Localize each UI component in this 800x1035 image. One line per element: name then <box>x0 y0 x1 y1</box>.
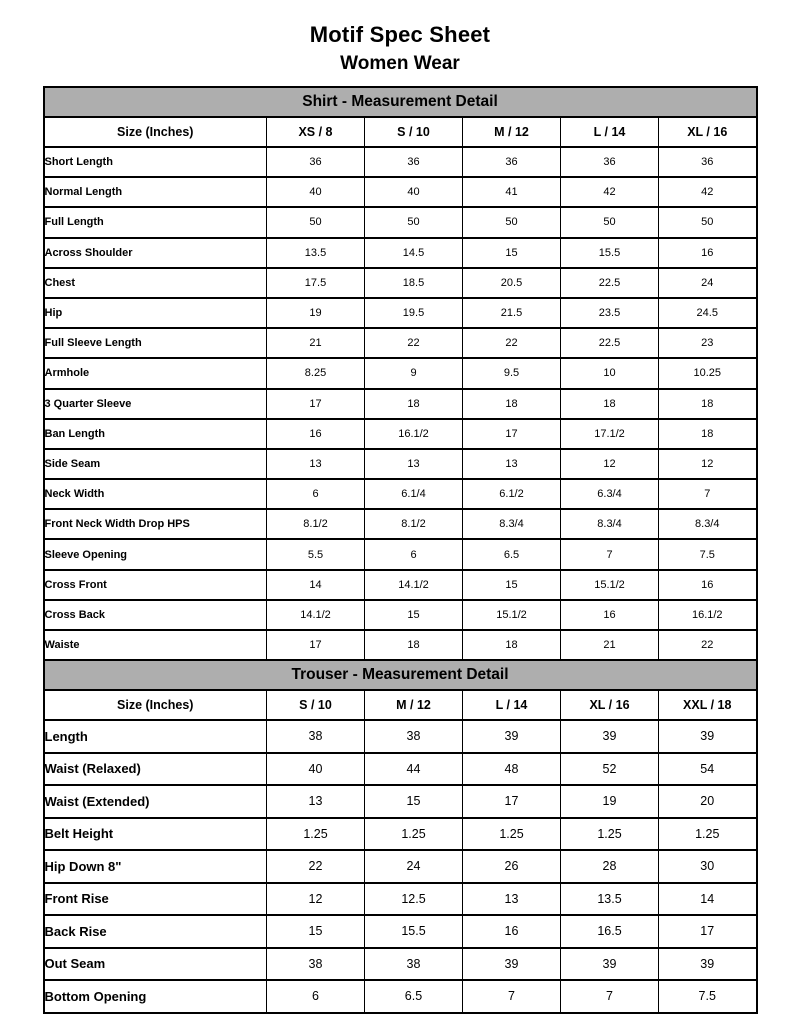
measurement-value: 24.5 <box>659 298 757 328</box>
measurement-value: 14 <box>267 570 365 600</box>
measurement-value: 16 <box>659 570 757 600</box>
measurement-value: 52 <box>561 753 659 786</box>
measurement-value: 39 <box>463 948 561 981</box>
size-label-header: Size (Inches) <box>44 690 267 720</box>
trouser-section-header-row <box>44 660 757 690</box>
measurement-value: 50 <box>267 207 365 237</box>
measurement-value: 12 <box>561 449 659 479</box>
measurement-value: 16 <box>267 419 365 449</box>
measurement-value: 18.5 <box>365 268 463 298</box>
size-column-header: XS / 8 <box>267 117 365 147</box>
row-label: Short Length <box>44 147 267 177</box>
row-label: Normal Length <box>44 177 267 207</box>
measurement-value: 22.5 <box>561 328 659 358</box>
measurement-value: 42 <box>561 177 659 207</box>
measurement-value: 1.25 <box>561 818 659 851</box>
size-column-header: L / 14 <box>463 690 561 720</box>
measurement-value: 17 <box>463 419 561 449</box>
row-label: Length <box>44 720 267 753</box>
measurement-value: 44 <box>365 753 463 786</box>
measurement-value: 17 <box>267 389 365 419</box>
shirt-measurement-row <box>44 389 757 419</box>
measurement-value: 15 <box>463 570 561 600</box>
measurement-value: 40 <box>365 177 463 207</box>
shirt-column-header-row <box>44 117 757 147</box>
measurement-value: 48 <box>463 753 561 786</box>
row-label: Chest <box>44 268 267 298</box>
row-label: 3 Quarter Sleeve <box>44 389 267 419</box>
row-label: Ban Length <box>44 419 267 449</box>
measurement-value: 20.5 <box>463 268 561 298</box>
measurement-value: 36 <box>267 147 365 177</box>
page-title: Motif Spec Sheet <box>309 22 491 47</box>
size-column-header: S / 10 <box>267 690 365 720</box>
measurement-value: 38 <box>365 720 463 753</box>
measurement-value: 18 <box>463 389 561 419</box>
measurement-value: 39 <box>561 948 659 981</box>
measurement-value: 8.25 <box>267 358 365 388</box>
measurement-value: 7 <box>561 980 659 1013</box>
measurement-spec-table <box>43 86 758 1014</box>
shirt-measurement-row <box>44 539 757 569</box>
size-column-header: M / 12 <box>463 117 561 147</box>
shirt-measurement-row <box>44 207 757 237</box>
measurement-value: 18 <box>463 630 561 660</box>
measurement-value: 28 <box>561 850 659 883</box>
shirt-measurement-row <box>44 238 757 268</box>
measurement-value: 39 <box>659 948 757 981</box>
row-label: Back Rise <box>44 915 267 948</box>
measurement-value: 18 <box>365 389 463 419</box>
measurement-value: 14.1/2 <box>365 570 463 600</box>
shirt-measurement-row <box>44 449 757 479</box>
measurement-value: 13.5 <box>267 238 365 268</box>
measurement-value: 18 <box>659 389 757 419</box>
measurement-value: 39 <box>463 720 561 753</box>
measurement-value: 39 <box>659 720 757 753</box>
measurement-value: 13 <box>267 785 365 818</box>
measurement-value: 7 <box>463 980 561 1013</box>
measurement-value: 6 <box>365 539 463 569</box>
measurement-value: 6.1/4 <box>365 479 463 509</box>
measurement-value: 15 <box>365 600 463 630</box>
row-label: Hip Down 8" <box>44 850 267 883</box>
measurement-value: 16 <box>463 915 561 948</box>
row-label: Across Shoulder <box>44 238 267 268</box>
row-label: Neck Width <box>44 479 267 509</box>
measurement-value: 17 <box>463 785 561 818</box>
measurement-value: 15.5 <box>365 915 463 948</box>
measurement-value: 17 <box>267 630 365 660</box>
measurement-value: 6.1/2 <box>463 479 561 509</box>
measurement-value: 20 <box>659 785 757 818</box>
trouser-measurement-row <box>44 785 757 818</box>
trouser-measurement-row <box>44 818 757 851</box>
trouser-measurement-row <box>44 720 757 753</box>
trouser-measurement-row <box>44 883 757 916</box>
measurement-value: 7.5 <box>659 980 757 1013</box>
measurement-value: 22.5 <box>561 268 659 298</box>
measurement-value: 50 <box>561 207 659 237</box>
measurement-value: 15.5 <box>561 238 659 268</box>
measurement-value: 21 <box>267 328 365 358</box>
shirt-measurement-row <box>44 600 757 630</box>
trouser-column-header-row <box>44 690 757 720</box>
measurement-value: 50 <box>659 207 757 237</box>
shirt-measurement-row <box>44 509 757 539</box>
row-label: Bottom Opening <box>44 980 267 1013</box>
measurement-value: 50 <box>463 207 561 237</box>
measurement-value: 22 <box>659 630 757 660</box>
measurement-value: 22 <box>365 328 463 358</box>
shirt-measurement-row <box>44 630 757 660</box>
shirt-measurement-row <box>44 479 757 509</box>
measurement-value: 16 <box>561 600 659 630</box>
row-label: Waist (Extended) <box>44 785 267 818</box>
measurement-value: 15 <box>463 238 561 268</box>
row-label: Waist (Relaxed) <box>44 753 267 786</box>
page-subtitle: Women Wear <box>340 53 460 74</box>
measurement-value: 54 <box>659 753 757 786</box>
size-column-header: XXL / 18 <box>659 690 757 720</box>
measurement-value: 17 <box>659 915 757 948</box>
measurement-value: 12 <box>267 883 365 916</box>
measurement-value: 42 <box>659 177 757 207</box>
measurement-value: 6.5 <box>463 539 561 569</box>
size-column-header: XL / 16 <box>659 117 757 147</box>
measurement-value: 18 <box>365 630 463 660</box>
measurement-value: 50 <box>365 207 463 237</box>
measurement-value: 13 <box>267 449 365 479</box>
measurement-value: 36 <box>365 147 463 177</box>
section-title: Shirt - Measurement Detail <box>44 87 757 117</box>
measurement-value: 21 <box>561 630 659 660</box>
measurement-value: 7.5 <box>659 539 757 569</box>
measurement-value: 8.3/4 <box>463 509 561 539</box>
measurement-value: 8.3/4 <box>561 509 659 539</box>
shirt-measurement-row <box>44 570 757 600</box>
measurement-value: 6.3/4 <box>561 479 659 509</box>
measurement-value: 12 <box>659 449 757 479</box>
measurement-value: 26 <box>463 850 561 883</box>
measurement-value: 13.5 <box>561 883 659 916</box>
measurement-value: 36 <box>561 147 659 177</box>
measurement-value: 14.1/2 <box>267 600 365 630</box>
measurement-value: 10 <box>561 358 659 388</box>
row-label: Front Rise <box>44 883 267 916</box>
trouser-measurement-row <box>44 915 757 948</box>
measurement-value: 16.1/2 <box>659 600 757 630</box>
measurement-value: 5.5 <box>267 539 365 569</box>
measurement-value: 15.1/2 <box>463 600 561 630</box>
measurement-value: 22 <box>463 328 561 358</box>
measurement-value: 13 <box>365 449 463 479</box>
size-label-header: Size (Inches) <box>44 117 267 147</box>
measurement-value: 8.1/2 <box>365 509 463 539</box>
trouser-measurement-row <box>44 850 757 883</box>
row-label: Full Sleeve Length <box>44 328 267 358</box>
measurement-value: 15.1/2 <box>561 570 659 600</box>
measurement-value: 8.3/4 <box>659 509 757 539</box>
measurement-value: 18 <box>659 419 757 449</box>
measurement-value: 36 <box>659 147 757 177</box>
size-column-header: XL / 16 <box>561 690 659 720</box>
measurement-value: 16 <box>659 238 757 268</box>
size-column-header: L / 14 <box>561 117 659 147</box>
measurement-value: 12.5 <box>365 883 463 916</box>
measurement-value: 24 <box>365 850 463 883</box>
shirt-measurement-row <box>44 328 757 358</box>
measurement-value: 10.25 <box>659 358 757 388</box>
shirt-measurement-row <box>44 147 757 177</box>
measurement-value: 1.25 <box>267 818 365 851</box>
row-label: Hip <box>44 298 267 328</box>
measurement-value: 40 <box>267 177 365 207</box>
measurement-value: 19 <box>561 785 659 818</box>
measurement-value: 36 <box>463 147 561 177</box>
measurement-value: 19 <box>267 298 365 328</box>
row-label: Full Length <box>44 207 267 237</box>
measurement-value: 16.5 <box>561 915 659 948</box>
row-label: Armhole <box>44 358 267 388</box>
measurement-value: 1.25 <box>659 818 757 851</box>
shirt-measurement-row <box>44 177 757 207</box>
shirt-measurement-row <box>44 358 757 388</box>
measurement-value: 19.5 <box>365 298 463 328</box>
row-label: Out Seam <box>44 948 267 981</box>
measurement-value: 21.5 <box>463 298 561 328</box>
measurement-value: 18 <box>561 389 659 419</box>
measurement-value: 15 <box>267 915 365 948</box>
row-label: Sleeve Opening <box>44 539 267 569</box>
measurement-value: 7 <box>659 479 757 509</box>
trouser-measurement-row <box>44 753 757 786</box>
measurement-value: 1.25 <box>365 818 463 851</box>
section-title: Trouser - Measurement Detail <box>44 660 757 690</box>
measurement-value: 41 <box>463 177 561 207</box>
measurement-value: 39 <box>561 720 659 753</box>
measurement-value: 14.5 <box>365 238 463 268</box>
measurement-value: 9 <box>365 358 463 388</box>
row-label: Belt Height <box>44 818 267 851</box>
measurement-value: 16.1/2 <box>365 419 463 449</box>
measurement-value: 6.5 <box>365 980 463 1013</box>
row-label: Cross Front <box>44 570 267 600</box>
measurement-value: 13 <box>463 449 561 479</box>
row-label: Front Neck Width Drop HPS <box>44 509 267 539</box>
spec-table-body <box>44 87 757 1013</box>
trouser-measurement-row <box>44 980 757 1013</box>
measurement-value: 23 <box>659 328 757 358</box>
measurement-value: 8.1/2 <box>267 509 365 539</box>
shirt-measurement-row <box>44 298 757 328</box>
measurement-value: 1.25 <box>463 818 561 851</box>
size-column-header: S / 10 <box>365 117 463 147</box>
measurement-value: 17.5 <box>267 268 365 298</box>
measurement-value: 22 <box>267 850 365 883</box>
measurement-value: 38 <box>267 948 365 981</box>
row-label: Waiste <box>44 630 267 660</box>
measurement-value: 14 <box>659 883 757 916</box>
measurement-value: 40 <box>267 753 365 786</box>
measurement-value: 38 <box>365 948 463 981</box>
measurement-value: 6 <box>267 980 365 1013</box>
measurement-value: 38 <box>267 720 365 753</box>
measurement-value: 9.5 <box>463 358 561 388</box>
row-label: Cross Back <box>44 600 267 630</box>
measurement-value: 30 <box>659 850 757 883</box>
shirt-section-header-row <box>44 87 757 117</box>
measurement-value: 15 <box>365 785 463 818</box>
measurement-value: 17.1/2 <box>561 419 659 449</box>
measurement-value: 23.5 <box>561 298 659 328</box>
size-column-header: M / 12 <box>365 690 463 720</box>
measurement-value: 24 <box>659 268 757 298</box>
trouser-measurement-row <box>44 948 757 981</box>
row-label: Side Seam <box>44 449 267 479</box>
shirt-measurement-row <box>44 419 757 449</box>
measurement-value: 13 <box>463 883 561 916</box>
shirt-measurement-row <box>44 268 757 298</box>
measurement-value: 6 <box>267 479 365 509</box>
measurement-value: 7 <box>561 539 659 569</box>
